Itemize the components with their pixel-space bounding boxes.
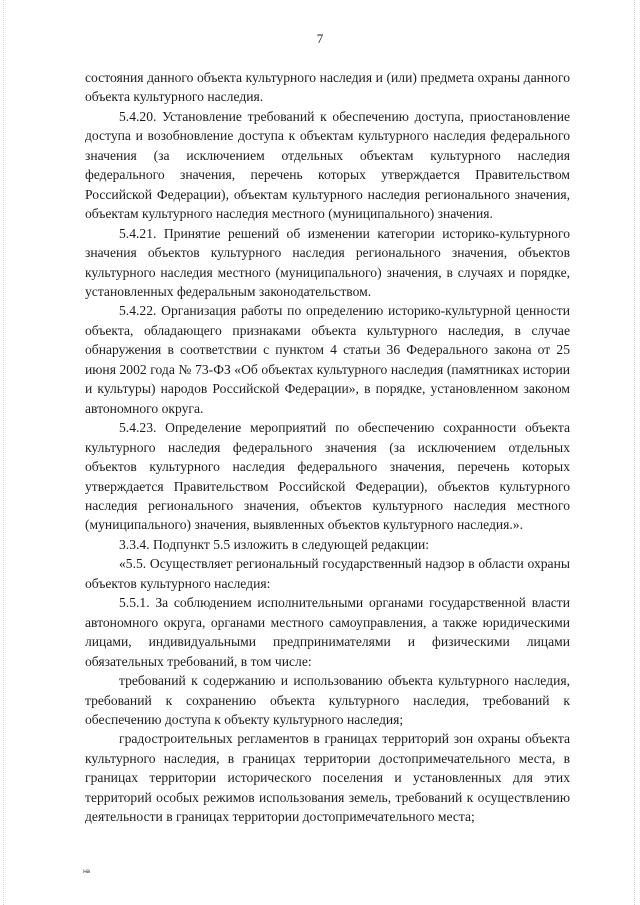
paragraph-3-3-4: 3.3.4. Подпункт 5.5 изложить в следующей редакции: xyxy=(119,536,430,552)
scan-edge-right xyxy=(634,0,636,905)
paragraph-continuation: состояния данного объекта культурного наследия и (или) предмета охраны данного объекта культурного наследия. xyxy=(85,70,570,105)
footer-mark: на xyxy=(83,868,90,875)
paragraph-requirements-2: градостроительных регламентов в границах территорий зон охраны объекта культурного наследия, в границах территории достопримечательного места, в границах территории исторического поселения и установленных для этих территорий особых режимов использования земель, требований к осуществлению деятельности в границах территории достопримечательного места; xyxy=(85,731,570,825)
scan-edge-left xyxy=(3,0,5,905)
paragraph-5-4-23: 5.4.23. Определение мероприятий по обеспечению сохранности объекта культурного наследия федерального значения (за исключением отдельных объектов культурного наследия федерального значения, перечень которых утверждается Правительством Российской Федерации), объектов культурного наследия регионального значения, объектов культурного наследия местного (муниципального) значения, выявленных объектов культурного наследия.». xyxy=(85,420,570,533)
paragraph-5-4-21: 5.4.21. Принятие решений об изменении категории историко-культурного значения объектов культурного наследия регионального значения, объектов культурного наследия местного (муниципального) значения, в случаях и порядке, установленных федеральным законодательством. xyxy=(85,225,570,299)
paragraph-5-4-22: 5.4.22. Организация работы по определению историко-культурной ценности объекта, обладающего признаками объекта культурного наследия, в случае обнаружения в соответствии с пунктом 4 статьи 36 Федерального закона от 25 июня 2002 года № 73-ФЗ «Об объектах культурного наследия (памятниках истории и культуры) народов Российской Федерации», в порядке, установленном законом автономного округа. xyxy=(85,303,570,416)
page-number: 7 xyxy=(316,31,324,46)
document-body xyxy=(85,68,570,827)
paragraph-5-4-20: 5.4.20. Установление требований к обеспечению доступа, приостановление доступа и возобновление доступа к объектам культурного наследия федерального значения (за исключением отдельных объектам культурного наследия федерального значения, перечень которых утверждается Правительством Российской Федерации), объектам культурного наследия регионального значения, объектам культурного наследия местного (муниципального) значения. xyxy=(85,108,570,222)
paragraph-5-5: «5.5. Осуществляет региональный государственный надзор в области охраны объектов культурного наследия: xyxy=(85,556,570,591)
paragraph-5-5-1: 5.5.1. За соблюдением исполнительными органами государственной власти автономного округа, органами местного самоуправления, а также юридическими лицами, индивидуальными предпринимателями и физическими лицами обязательных требований, в том числе: xyxy=(85,595,570,669)
paragraph-requirements-1: требований к содержанию и использованию объекта культурного наследия, требований к сохранению объекта культурного наследия, требований к обеспечению доступа к объекту культурного наследия; xyxy=(85,673,570,727)
